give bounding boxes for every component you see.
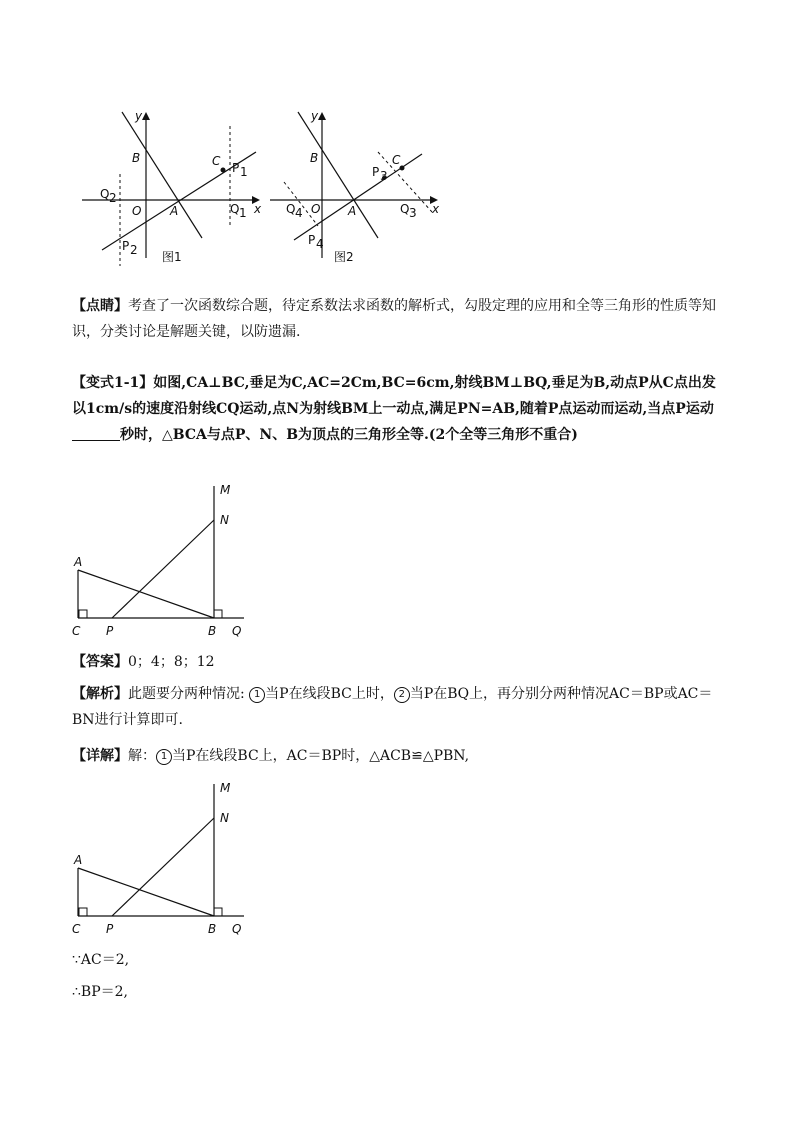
answer-paragraph — [72, 649, 722, 675]
svg-text:O: O — [311, 202, 321, 216]
svg-text:Q: Q — [286, 202, 296, 216]
svg-text:B: B — [208, 624, 217, 638]
svg-text:O: O — [132, 204, 142, 218]
svg-text:A: A — [170, 204, 179, 218]
svg-text:M: M — [220, 483, 231, 497]
svg-text:4: 4 — [316, 237, 324, 251]
svg-text:Q: Q — [232, 922, 242, 936]
svg-text:3: 3 — [380, 169, 388, 183]
svg-text:2: 2 — [130, 243, 138, 257]
svg-text:P: P — [106, 624, 114, 638]
circled-two-icon: 2 — [394, 687, 410, 703]
figure-2 — [266, 108, 446, 268]
svg-text:A: A — [74, 853, 83, 867]
svg-text:C: C — [212, 154, 221, 168]
step-2: ∴BP＝2, — [72, 984, 128, 1000]
line-ab — [122, 112, 202, 238]
svg-text:A: A — [74, 555, 83, 569]
svg-text:y: y — [311, 109, 319, 123]
svg-text:P: P — [106, 922, 114, 936]
figure-1-caption: 图1 — [162, 250, 182, 264]
svg-text:P: P — [308, 233, 316, 247]
svg-text:C: C — [72, 624, 81, 638]
circled-one-icon: 1 — [249, 687, 265, 703]
svg-text:Q: Q — [100, 187, 110, 201]
problem-paragraph — [72, 370, 722, 448]
svg-text:P: P — [232, 161, 240, 175]
svg-text:3: 3 — [409, 206, 417, 220]
svg-text:x: x — [254, 202, 262, 216]
svg-text:Q: Q — [400, 202, 410, 216]
svg-text:y: y — [135, 109, 143, 123]
analysis-tag: 【解析】 — [72, 686, 128, 702]
answer-text: 0；4；8；12 — [128, 654, 215, 670]
answer-tag: 【答案】 — [72, 654, 128, 670]
detail-tag: 【详解】 — [72, 748, 128, 764]
svg-text:B: B — [208, 922, 217, 936]
problem-text-1: 如图,CA⊥BC,垂足为C,AC=2Cm,BC=6cm,射线BM⊥BQ,垂足为B,动点P从C点出发以1cm/s的速度沿射线CQ运动,点N为射线BM上一动点,满足PN=AB,随着P点运动而运动,当点P运动 — [72, 375, 716, 417]
svg-text:B: B — [132, 151, 141, 165]
svg-text:4: 4 — [295, 206, 303, 220]
step-1: ∵AC＝2, — [72, 952, 130, 968]
triangle-figure-1 — [66, 478, 256, 643]
answer-blank — [72, 426, 120, 441]
svg-text:C: C — [392, 153, 401, 167]
comment-tag: 【点睛】 — [72, 298, 128, 314]
svg-text:C: C — [72, 922, 81, 936]
triangle-figure-2 — [66, 776, 256, 941]
problem-tag: 【变式1-1】 — [72, 375, 154, 391]
detail-paragraph: 【详解】解： 1 当P在线段BC上，AC＝BP时，△ACB≌△PBN, — [72, 748, 470, 764]
problem-text-2: 秒时，△BCA与点P、N、B为顶点的三角形全等.(2个全等三角形不重合) — [120, 427, 578, 443]
circled-one-icon: 1 — [156, 749, 172, 765]
svg-text:N: N — [220, 811, 229, 825]
svg-text:1: 1 — [240, 165, 248, 179]
svg-text:P: P — [122, 239, 130, 253]
svg-text:P: P — [372, 165, 380, 179]
comment-paragraph — [72, 293, 722, 345]
svg-text:B: B — [310, 151, 319, 165]
figure-2-caption: 图2 — [334, 250, 354, 264]
svg-text:N: N — [220, 513, 229, 527]
svg-text:A: A — [348, 204, 357, 218]
comment-text: 考查了一次函数综合题，待定系数法求函数的解析式，勾股定理的应用和全等三角形的性质等知识，分类讨论是解题关键，以防遗漏. — [72, 298, 716, 340]
svg-text:Q: Q — [230, 202, 240, 216]
svg-text:M: M — [220, 781, 231, 795]
svg-text:2: 2 — [109, 191, 117, 205]
svg-text:x: x — [432, 202, 440, 216]
svg-text:Q: Q — [232, 624, 242, 638]
svg-text:1: 1 — [239, 206, 247, 220]
analysis-paragraph: 【解析】此题要分两种情况: 1 当P在线段BC上时， 2 当P在BQ上，再分别分两种情况AC＝BP或AC＝BN进行计算即可. — [72, 686, 713, 728]
figure-1 — [78, 108, 268, 268]
